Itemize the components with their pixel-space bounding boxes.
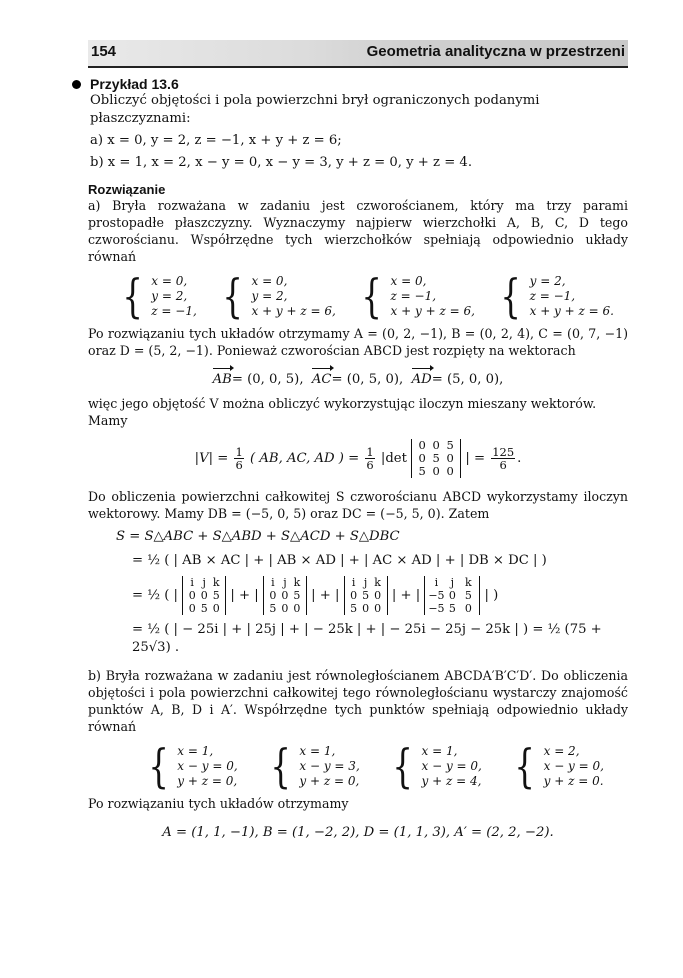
- after-b-text: Po rozwiązaniu tych układów otrzymamy: [88, 796, 349, 811]
- bullet-icon: [72, 80, 81, 89]
- surface-line-2: = ½ ( | AB × AC | + | AB × AD | + | AC × AD | + | DB × DC | ): [132, 553, 547, 568]
- task-part-b: b) x = 1, x = 2, x − y = 0, x − y = 3, y + z = 0, y + z = 4.: [90, 155, 473, 170]
- volume-formula: |V| = $\frac{1}{6}$ ( AB, AC, AD ) = $\frac{1}{6}$ |det 0 0 5 0 5 0 5 0 0 | = $\frac{125}{6}$ .: [194, 438, 522, 478]
- example-title: Przykład 13.6: [90, 76, 628, 92]
- det-matrix: i j k 0 0 5 0 5 0: [182, 576, 226, 615]
- equation-system: { x = 1, x − y = 3, y + z = 0,: [270, 739, 360, 793]
- det-matrix: i j k 0 0 5 5 0 0: [263, 576, 307, 615]
- equation-system: { x = 1, x − y = 0, y + z = 4,: [392, 739, 482, 793]
- equation-system: { x = 1, x − y = 0, y + z = 0,: [148, 739, 238, 793]
- vectors-line: AB= (0, 0, 5), AC= (0, 5, 0), AD= (5, 0, 0),: [212, 372, 504, 387]
- points-b: A = (1, 1, −1), B = (1, −2, 2), D = (1, 1, 3), A′ = (2, 2, −2).: [162, 825, 554, 840]
- systems-b: [88, 739, 628, 793]
- solution-a-text: a) Bryła rozważana w zadaniu jest czworościanem, który ma trzy parami prostopadłe płaszczyzny. Wyznaczymy najpierw wierzchołki A, B, C, D tego czworościanu. Współrzędne tych wierzchołków spełniają odpowiednio układy równań: [88, 198, 628, 264]
- equation-system: { x = 0, z = −1, x + y + z = 6,: [361, 269, 475, 323]
- chapter-title: Geometria analityczna w przestrzeni: [366, 43, 625, 60]
- volume-text: więc jego objętość V można obliczyć wykorzystując iloczyn mieszany wektorów. Mamy: [88, 396, 597, 428]
- surface-text: Do obliczenia powierzchni całkowitej S czworościanu ABCD wykorzystamy iloczyn wektorowy. Mamy DB = (−5, 0, 5) oraz DC = (−5, 5, 0). Zatem: [88, 489, 628, 521]
- solution-b-text: b) Bryła rozważana w zadaniu jest równoległościanem ABCDA′B′C′D′. Do obliczenia objętości i pola powierzchni całkowitej tego równoległościanu wystarczy znajomość punktów A, B, D i A′. Współrzędne tych punktów spełniają odpowiednio układy równań: [88, 668, 628, 734]
- solution-heading: Rozwiązanie: [88, 182, 166, 197]
- vertices-text: Po rozwiązaniu tych układów otrzymamy A = (0, 2, −1), B = (0, 2, 4), C = (0, 7, −1) oraz D = (5, 2, −1). Ponieważ czworościan ABCD jest rozpięty na wektorach: [88, 326, 628, 358]
- surface-line-3: = ½ ( | i j k 0 0 5 0 5 0 | + | i j k 0 0 5 5 0 0 | + | i j k 0 5 0 5 0 0 | + | i j k −5 0 5 −5 5 0 | ): [132, 576, 499, 615]
- systems-a: [88, 269, 628, 323]
- task-part-a: a) x = 0, y = 2, z = −1, x + y + z = 6;: [90, 133, 342, 148]
- equation-system: { x = 2, x − y = 0, y + z = 0.: [514, 739, 604, 793]
- header-rule: [88, 66, 628, 68]
- task-text: Obliczyć objętości i pola powierzchni brył ograniczonych podanymi płaszczyznami:: [90, 93, 540, 126]
- equation-system: { x = 0, y = 2, z = −1,: [122, 269, 197, 323]
- det-matrix: i j k −5 0 5 −5 5 0: [424, 576, 480, 615]
- det-matrix: i j k 0 5 0 5 0 0: [344, 576, 388, 615]
- equation-system: { y = 2, z = −1, x + y + z = 6.: [500, 269, 614, 323]
- page: [88, 40, 628, 848]
- volume-matrix: 0 0 5 0 5 0 5 0 0: [411, 439, 461, 478]
- equation-system: { x = 0, y = 2, x + y + z = 6,: [222, 269, 336, 323]
- surface-line-1: S = S△ABC + S△ABD + S△ACD + S△DBC: [116, 529, 400, 544]
- page-number: 154: [91, 43, 117, 60]
- surface-line-4: = ½ ( | − 25i | + | 25j | + | − 25k | + | − 25i − 25j − 25k | ) = ½ (75 + 25√3) .: [132, 622, 602, 655]
- running-header: [88, 40, 628, 66]
